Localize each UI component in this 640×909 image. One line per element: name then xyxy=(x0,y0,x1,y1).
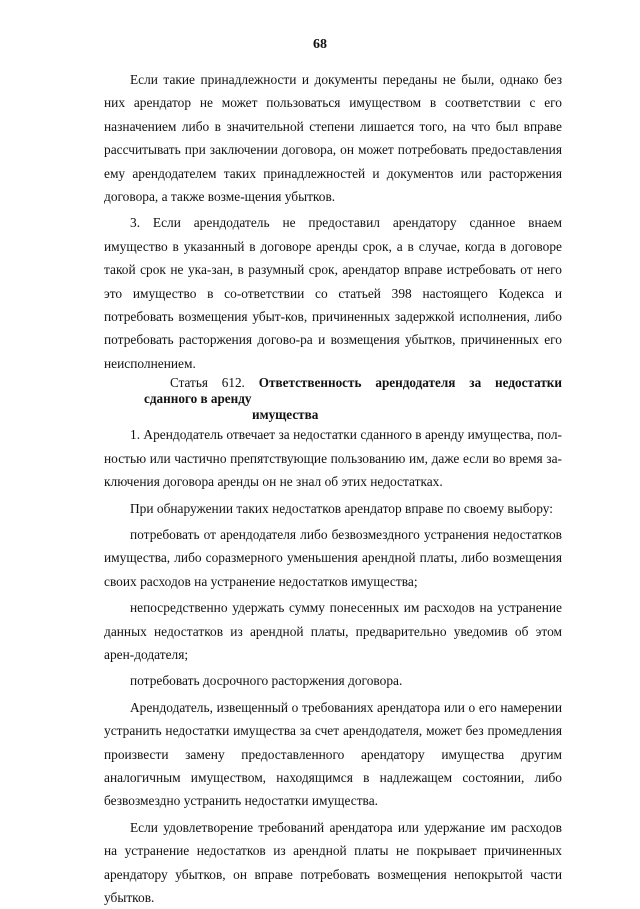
article-heading xyxy=(104,375,562,423)
paragraph: При обнаружении таких недостатков арендатор вправе по своему выбору: xyxy=(130,500,553,516)
paragraph: 3. Если арендодатель не предоставил арендатору сданное внаем имущество в указанный в договоре аренды срок, а в случае, когда в договоре такой срок не ука-зан, в разумный срок, арендатор вправе истребовать от него это имущество в со-ответствии со статьей 398 настоящего Кодекса и потребовать возмещения убыт-ков, причиненных задержкой исполнения, либо потребовать расторжения догово-ра и возмещения убытков, причиненных его неисполнением. xyxy=(104,215,562,371)
paragraph: 1. Арендодатель отвечает за недостатки сданного в аренду имущества, пол-ностью или частично препятствующие пользованию им, даже если во время за-ключения договора аренды он не знал об этих недостатках. xyxy=(104,427,562,490)
paragraph: Арендодатель, извещенный о требованиях арендатора или о его намерении устранить недостатки имущества за счет арендодателя, может без промедления произвести замену предоставленного арендатору имущества другим аналогичным имуществом, находящимся в надлежащем состоянии, либо безвозмездно устранить недостатки имущества. xyxy=(104,699,562,809)
paragraph: непосредственно удержать сумму понесенных им расходов на устранение данных недостатков из арендной платы, предварительно уведомив об этом арен-додателя; xyxy=(104,600,562,662)
paragraph: потребовать от арендодателя либо безвозмездного устранения недостатков имущества, либо соразмерного уменьшения арендной платы, либо возмещения своих расходов на устранение недостатков имущества; xyxy=(104,526,562,589)
article-title-continuation: имущества xyxy=(252,407,319,423)
article-number: Статья 612. xyxy=(170,375,245,391)
article-title: Ответственность арендодателя за недостатки сданного в аренду xyxy=(144,375,562,407)
paragraph: Если такие принадлежности и документы переданы не были, однако без них арендатор не может пользоваться имуществом в соответствии с его назначением либо в значительной степени лишается того, на что был вправе рассчитывать при заключении договора, он может потребовать предоставления ему арендодателем таких принадлежностей и документов или расторжения договора, а также возме-щения убытков. xyxy=(104,72,562,205)
paragraph: Если удовлетворение требований арендатора или удержание им расходов на устранение недостатков из арендной платы не покрывает причиненных арендатору убытков, он вправе потребовать возмещения непокрытой части убытков. xyxy=(104,819,562,905)
document-body xyxy=(104,68,562,909)
paragraph: потребовать досрочного расторжения договора. xyxy=(130,673,403,689)
page-number: 68 xyxy=(313,37,327,52)
